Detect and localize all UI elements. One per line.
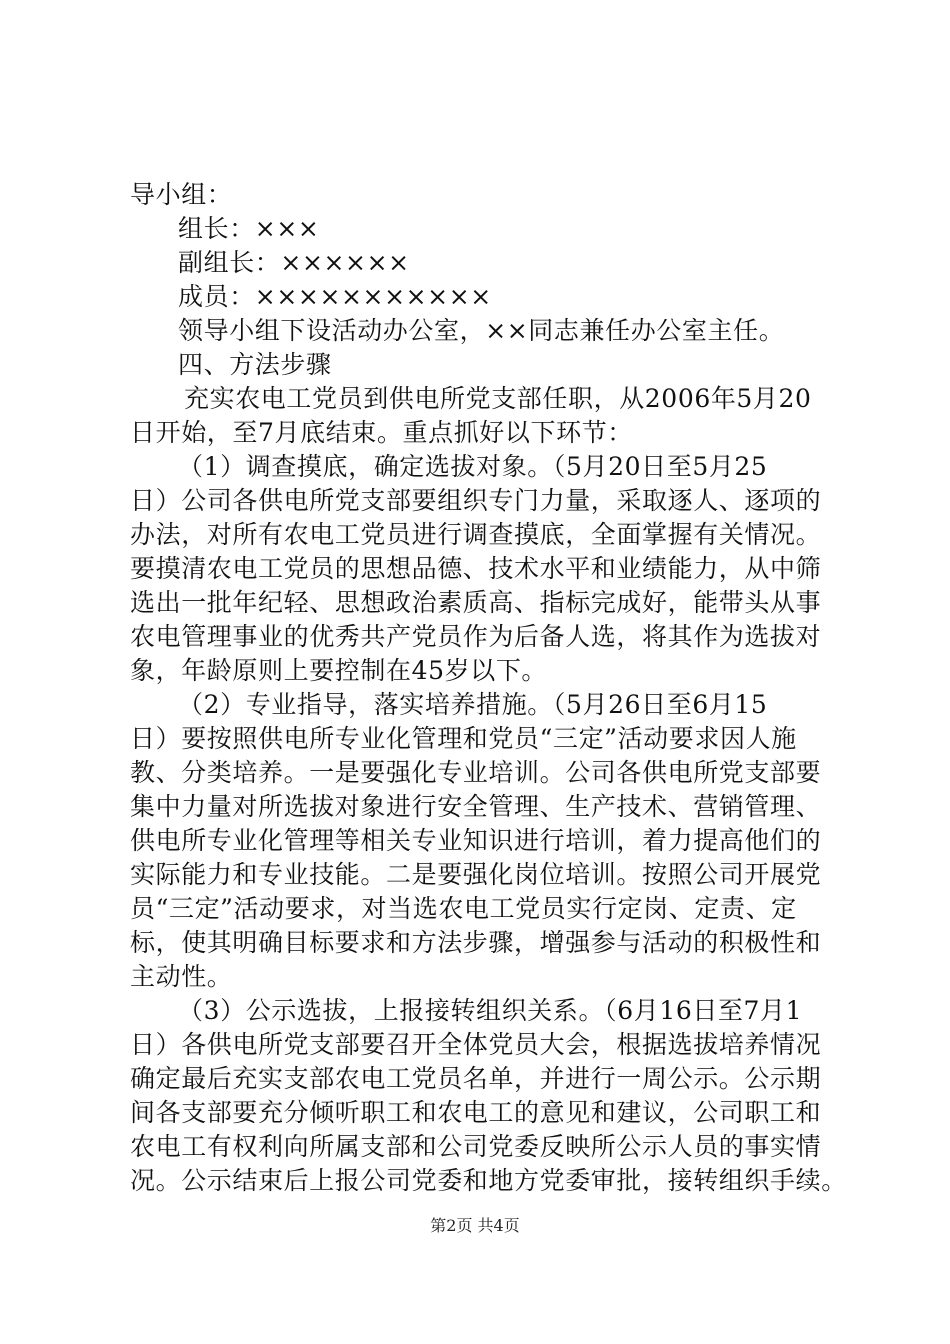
text-line: 供电所专业化管理等相关专业知识进行培训，着力提高他们的	[130, 826, 822, 855]
text-line: 要摸清农电工党员的思想品德、技术水平和业绩能力，从中筛	[130, 554, 822, 583]
text-line: 确定最后充实支部农电工党员名单，并进行一周公示。公示期	[130, 1064, 822, 1093]
text-line: （3）公示选拔，上报接转组织关系。（6月16日至7月1	[178, 996, 803, 1025]
text-line: 况。公示结束后上报公司党委和地方党委审批，接转组织手续。	[130, 1166, 847, 1195]
text-line: 日）要按照供电所专业化管理和党员“三定”活动要求因人施	[130, 724, 797, 753]
text-line: 农电工有权利向所属支部和公司党委反映所公示人员的事实情	[130, 1132, 822, 1161]
text-line: 日）公司各供电所党支部要组织专门力量，采取逐人、逐项的	[130, 486, 822, 515]
text-line: 日）各供电所党支部要召开全体党员大会，根据选拔培养情况	[130, 1030, 822, 1059]
text-line: 导小组：	[130, 180, 233, 209]
section-heading: 四、方法步骤	[178, 350, 332, 379]
text-line: 办法，对所有农电工党员进行调查摸底，全面掌握有关情况。	[130, 520, 822, 549]
text-line: 标，使其明确目标要求和方法步骤，增强参与活动的积极性和	[130, 928, 822, 957]
text-line: 领导小组下设活动办公室，××同志兼任办公室主任。	[178, 316, 785, 345]
text-line: （2）专业指导，落实培养措施。（5月26日至6月15	[178, 690, 768, 719]
text-line: 象，年龄原则上要控制在45岁以下。	[130, 656, 548, 685]
page-number: 第2页 共4页	[430, 1216, 520, 1235]
text-line: 集中力量对所选拔对象进行安全管理、生产技术、营销管理、	[130, 792, 822, 821]
text-line: 选出一批年纪轻、思想政治素质高、指标完成好，能带头从事	[130, 588, 822, 617]
text-line: 主动性。	[130, 962, 233, 991]
text-line: 充实农电工党员到供电所党支部任职，从2006年5月20	[184, 384, 812, 413]
text-line: 间各支部要充分倾听职工和农电工的意见和建议，公司职工和	[130, 1098, 822, 1127]
text-line: （1）调查摸底，确定选拔对象。（5月20日至5月25	[178, 452, 768, 481]
text-line: 教、分类培养。一是要强化专业培训。公司各供电所党支部要	[130, 758, 822, 787]
text-line: 副组长：××××××	[178, 248, 410, 277]
text-line: 组长：×××	[178, 214, 320, 243]
text-line: 成员：×××××××××××	[178, 282, 492, 311]
text-line: 实际能力和专业技能。二是要强化岗位培训。按照公司开展党	[130, 860, 822, 889]
text-line: 农电管理事业的优秀共产党员作为后备人选，将其作为选拔对	[130, 622, 822, 651]
text-line: 员“三定”活动要求，对当选农电工党员实行定岗、定责、定	[130, 894, 797, 923]
text-line: 日开始，至7月底结束。重点抓好以下环节：	[130, 418, 633, 447]
